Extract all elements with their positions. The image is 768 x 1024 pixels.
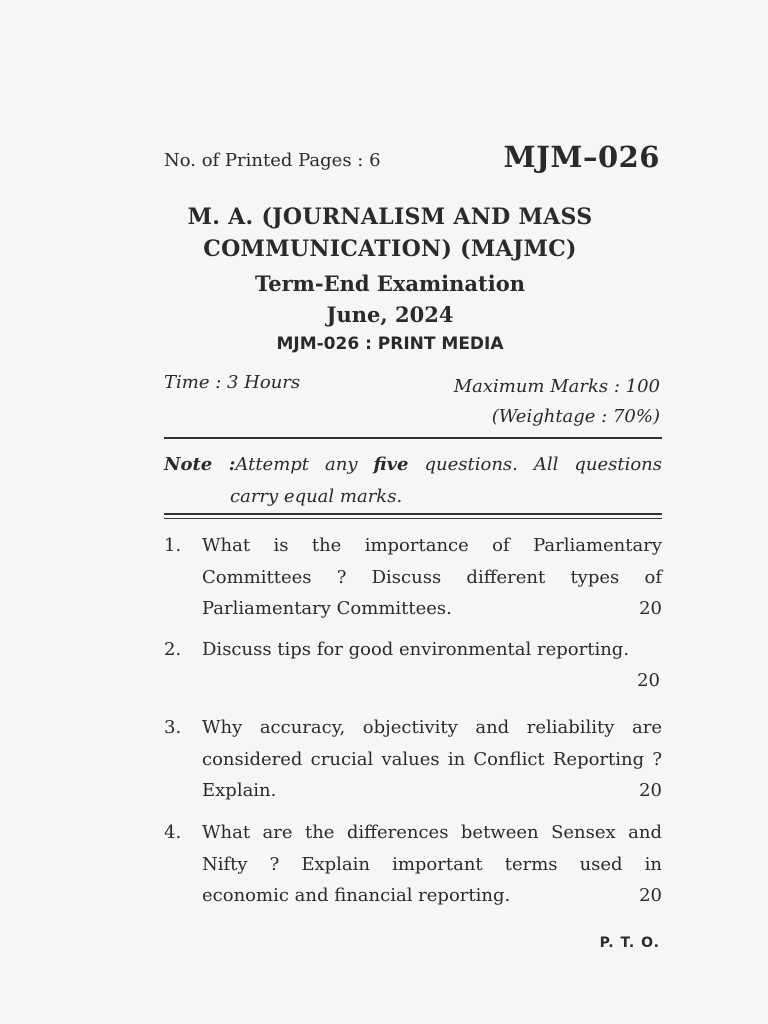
divider-double-2 (164, 518, 662, 519)
note-text-line-2: carry equal marks. (230, 486, 403, 507)
question-line: What is the importance of Parliamentary (202, 535, 662, 556)
question-line: economic and financial reporting. (202, 885, 511, 906)
question-line: considered crucial values in Conflict Reporting ? (202, 748, 662, 770)
question-line: Nifty ? Explain important terms used in (202, 853, 662, 875)
question-number: 4. (164, 822, 182, 843)
note-label: Note : (164, 454, 236, 475)
divider-double-1 (164, 513, 662, 515)
question-3 (164, 712, 662, 807)
question-4 (164, 817, 662, 912)
printed-pages-count: No. of Printed Pages : 6 (164, 150, 381, 171)
question-marks: 20 (637, 670, 660, 691)
note-text-pre: Attempt any (235, 454, 374, 475)
program-title (150, 201, 630, 265)
question-line: What are the differences between Sensex and (202, 822, 662, 843)
question-line: Explain. (202, 780, 277, 801)
marks-block (454, 372, 660, 432)
question-1 (164, 530, 662, 625)
question-number: 3. (164, 717, 182, 738)
program-title-line-2: COMMUNICATION) (MAJMC) (203, 236, 577, 262)
question-marks: 20 (639, 780, 662, 801)
maximum-marks: Maximum Marks : 100 (453, 376, 660, 397)
question-number: 2. (164, 639, 182, 660)
time-allowed: Time : 3 Hours (164, 372, 301, 393)
question-marks: 20 (639, 598, 662, 619)
program-title-line-1: M. A. (JOURNALISM AND MASS (187, 204, 593, 230)
note-text-post: questions. All questions (408, 454, 663, 475)
exam-name: Term-End Examination (254, 271, 525, 296)
paper-code: MJM–026 (503, 140, 660, 174)
note-text-bold: five (373, 454, 409, 475)
question-line: Committees ? Discuss different types of (202, 566, 662, 588)
weightage: (Weightage : 70%) (491, 406, 660, 427)
instructions-note (164, 449, 662, 513)
question-number: 1. (164, 535, 182, 556)
course-title: MJM-026 : PRINT MEDIA (276, 334, 504, 354)
divider-top (164, 437, 662, 439)
question-line: Why accuracy, objectivity and reliability are (202, 717, 662, 738)
question-2 (164, 634, 662, 666)
please-turn-over: P. T. O. (599, 935, 660, 951)
question-line: Parliamentary Committees. (202, 598, 452, 619)
question-line: Discuss tips for good environmental reporting. (202, 639, 630, 660)
question-marks: 20 (639, 885, 662, 906)
exam-date: June, 2024 (326, 302, 454, 327)
